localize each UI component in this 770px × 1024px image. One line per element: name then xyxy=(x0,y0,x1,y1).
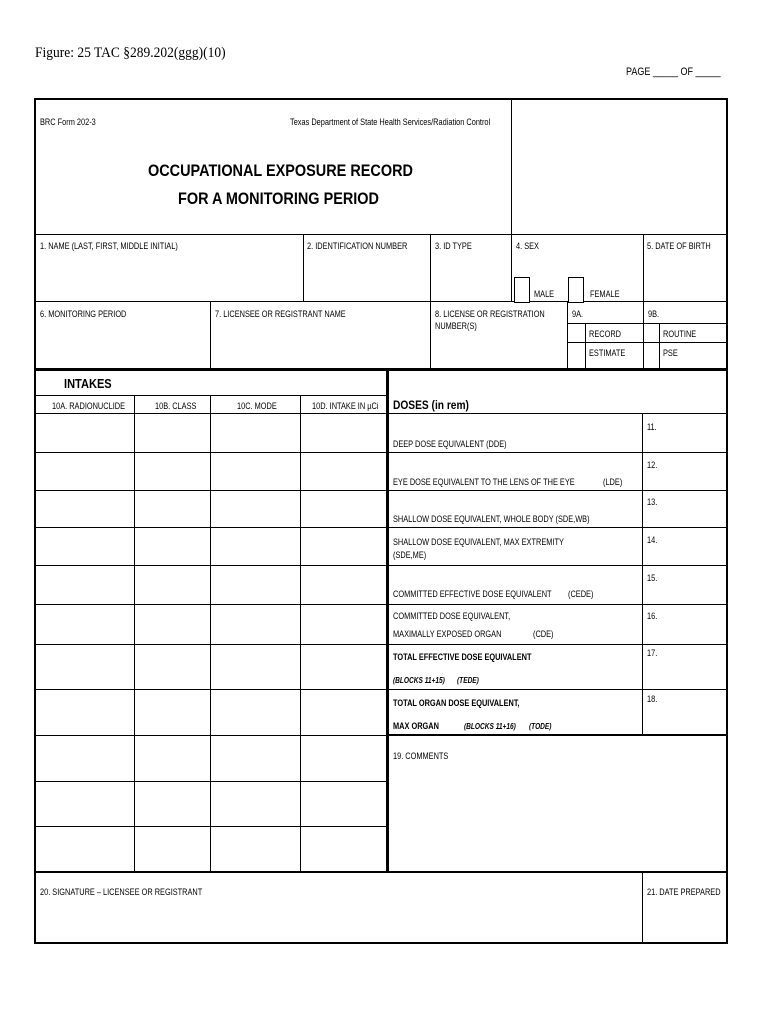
dob-input[interactable] xyxy=(645,256,725,300)
dose-15-label: COMMITTED EFFECTIVE DOSE EQUIVALENT xyxy=(393,589,552,599)
estimate-option-label[interactable]: ESTIMATE xyxy=(589,348,626,358)
dose-18-label2: MAX ORGAN xyxy=(393,721,439,731)
routine-option-label[interactable]: ROUTINE xyxy=(663,329,697,339)
male-checkbox[interactable] xyxy=(514,277,530,303)
field-id-number-label: 2. IDENTIFICATION NUMBER xyxy=(307,241,408,251)
figure-reference: Figure: 25 TAC §289.202(ggg)(10) xyxy=(35,45,226,61)
dose-15-abbr: (CEDE) xyxy=(568,589,594,599)
field-9a-label: 9A. xyxy=(572,309,584,319)
dose-11-number: 11. xyxy=(647,422,657,432)
pse-option-label[interactable]: PSE xyxy=(663,348,678,358)
dose-13-number: 13. xyxy=(647,497,658,507)
page-of-label: PAGE _____ OF _____ xyxy=(626,66,721,78)
field-monitoring-period-label: 6. MONITORING PERIOD xyxy=(40,309,127,319)
dose-14-label: SHALLOW DOSE EQUIVALENT, MAX EXTREMITY xyxy=(393,537,564,547)
col-class-header: 10B. CLASS xyxy=(155,401,197,411)
signature-input[interactable] xyxy=(36,900,641,941)
dose-12-abbr: (LDE) xyxy=(603,477,623,487)
dose-17-number: 17. xyxy=(647,648,658,658)
date-prepared-label: 21. DATE PREPARED xyxy=(647,887,721,897)
intakes-title: INTAKES xyxy=(64,376,112,391)
dose-17-label: TOTAL EFFECTIVE DOSE EQUIVALENT xyxy=(393,652,532,662)
doses-title: DOSES (in rem) xyxy=(393,398,469,412)
record-option-label[interactable]: RECORD xyxy=(589,329,621,339)
comments-input[interactable] xyxy=(390,738,726,870)
field-id-type-label: 3. ID TYPE xyxy=(435,241,472,251)
name-input[interactable] xyxy=(36,256,302,300)
id-number-input[interactable] xyxy=(305,256,429,300)
dose-16-label: COMMITTED DOSE EQUIVALENT, xyxy=(393,611,511,621)
dose-13-label: SHALLOW DOSE EQUIVALENT, WHOLE BODY (SDE,WB) xyxy=(393,514,590,524)
date-prepared-input[interactable] xyxy=(644,900,725,941)
monitoring-period-input[interactable] xyxy=(36,322,209,367)
dose-17-blocks: (BLOCKS 11+15) xyxy=(393,676,445,685)
id-type-input[interactable] xyxy=(432,256,510,300)
female-checkbox[interactable] xyxy=(568,277,584,303)
dose-12-number: 12. xyxy=(647,460,658,470)
form-number: BRC Form 202-3 xyxy=(40,117,96,127)
dose-16-label2: MAXIMALLY EXPOSED ORGAN xyxy=(393,629,502,639)
dose-14-label2: (SDE,ME) xyxy=(393,550,427,560)
field-9b-label: 9B. xyxy=(648,309,660,319)
form-title-line2: FOR A MONITORING PERIOD xyxy=(178,189,379,208)
dose-18-blocks: (BLOCKS 11+16) xyxy=(464,722,516,731)
signature-label: 20. SIGNATURE – LICENSEE OR REGISTRANT xyxy=(40,887,203,897)
field-sex-label: 4. SEX xyxy=(516,241,539,251)
male-label: MALE xyxy=(534,289,555,299)
dose-11-label: DEEP DOSE EQUIVALENT (DDE) xyxy=(393,439,507,449)
dose-18-label: TOTAL ORGAN DOSE EQUIVALENT, xyxy=(393,698,520,708)
comments-label: 19. COMMENTS xyxy=(393,751,449,761)
col-intake-header: 10D. INTAKE IN µCi xyxy=(312,401,379,411)
col-mode-header: 10C. MODE xyxy=(237,401,277,411)
dose-15-number: 15. xyxy=(647,573,658,583)
field-dob-label: 5. DATE OF BIRTH xyxy=(647,241,711,251)
dose-16-abbr: (CDE) xyxy=(533,629,554,639)
col-radionuclide-header: 10A. RADIONUCLIDE xyxy=(52,401,126,411)
field-name-label: 1. NAME (LAST, FIRST, MIDDLE INITIAL) xyxy=(40,241,178,251)
field-license-number-label: 8. LICENSE OR REGISTRATION xyxy=(435,309,545,319)
license-number-input[interactable] xyxy=(432,334,566,367)
licensee-name-input[interactable] xyxy=(212,322,429,367)
agency-name: Texas Department of State Health Services/Radiation Control xyxy=(290,117,491,127)
dose-14-number: 14. xyxy=(647,535,658,545)
dose-16-number: 16. xyxy=(647,611,658,621)
field-licensee-name-label: 7. LICENSEE OR REGISTRANT NAME xyxy=(215,309,346,319)
dose-12-label: EYE DOSE EQUIVALENT TO THE LENS OF THE EYE xyxy=(393,477,575,487)
female-label: FEMALE xyxy=(590,289,620,299)
form-title-line1: OCCUPATIONAL EXPOSURE RECORD xyxy=(148,161,413,180)
dose-18-abbr: (TODE) xyxy=(529,722,552,731)
dose-17-abbr: (TEDE) xyxy=(457,676,479,685)
dose-18-number: 18. xyxy=(647,694,658,704)
field-license-number-label2: NUMBER(S) xyxy=(435,321,477,331)
